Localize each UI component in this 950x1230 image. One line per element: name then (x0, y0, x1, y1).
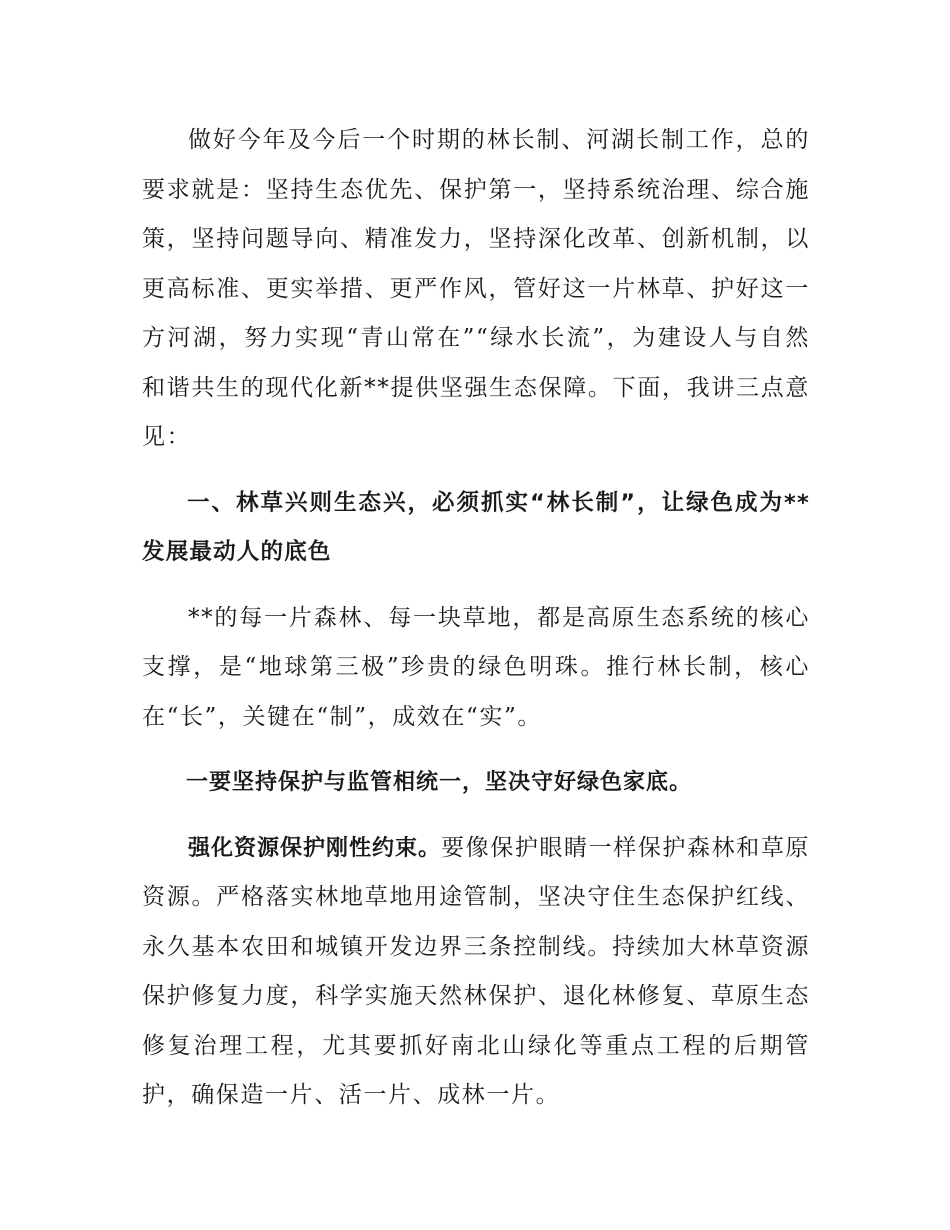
section-one-heading: 一、林草兴则生态兴，必须抓实“林长制”，让绿色成为**发展最动人的底色 (142, 489, 810, 565)
document-body (142, 116, 810, 1137)
point-one-paragraph (142, 824, 810, 1121)
point-one-body: 要像保护眼睛一样保护森林和草原资源。严格落实林地草地用途管制，坚决守住生态保护红线、永久基本农田和城镇开发边界三条控制线。持续加大林草资源保护修复力度，科学实施天然林保护、退化林修复、草原生态修复治理工程，尤其要抓好南北山绿化等重点工程的后期管护，确保造一片、活一片、成林一片。 (142, 834, 811, 1108)
section-one-paragraph: **的每一片森林、每一块草地，都是高原生态系统的核心支撑，是“地球第三极”珍贵的绿色明珠。推行林长制，核心在“长”，关键在“制”，成效在“实”。 (142, 604, 810, 730)
point-one-heading: 一要坚持保护与监管相统一，坚决守好绿色家底。 (186, 770, 693, 795)
point-one-lead: 强化资源保护刚性约束。 (188, 835, 442, 861)
intro-paragraph: 做好今年及今后一个时期的林长制、河湖长制工作，总的要求就是：坚持生态优先、保护第一，坚持系统治理、综合施策，坚持问题导向、精准发力，坚持深化改革、创新机制，以更高标准、更实举措、更严作风，管好这一片林草、护好这一方河湖，努力实现“青山常在”“绿水长流”，为建设人与自然和谐共生的现代化新**提供坚强生态保障。下面，我讲三点意见： (142, 127, 810, 450)
